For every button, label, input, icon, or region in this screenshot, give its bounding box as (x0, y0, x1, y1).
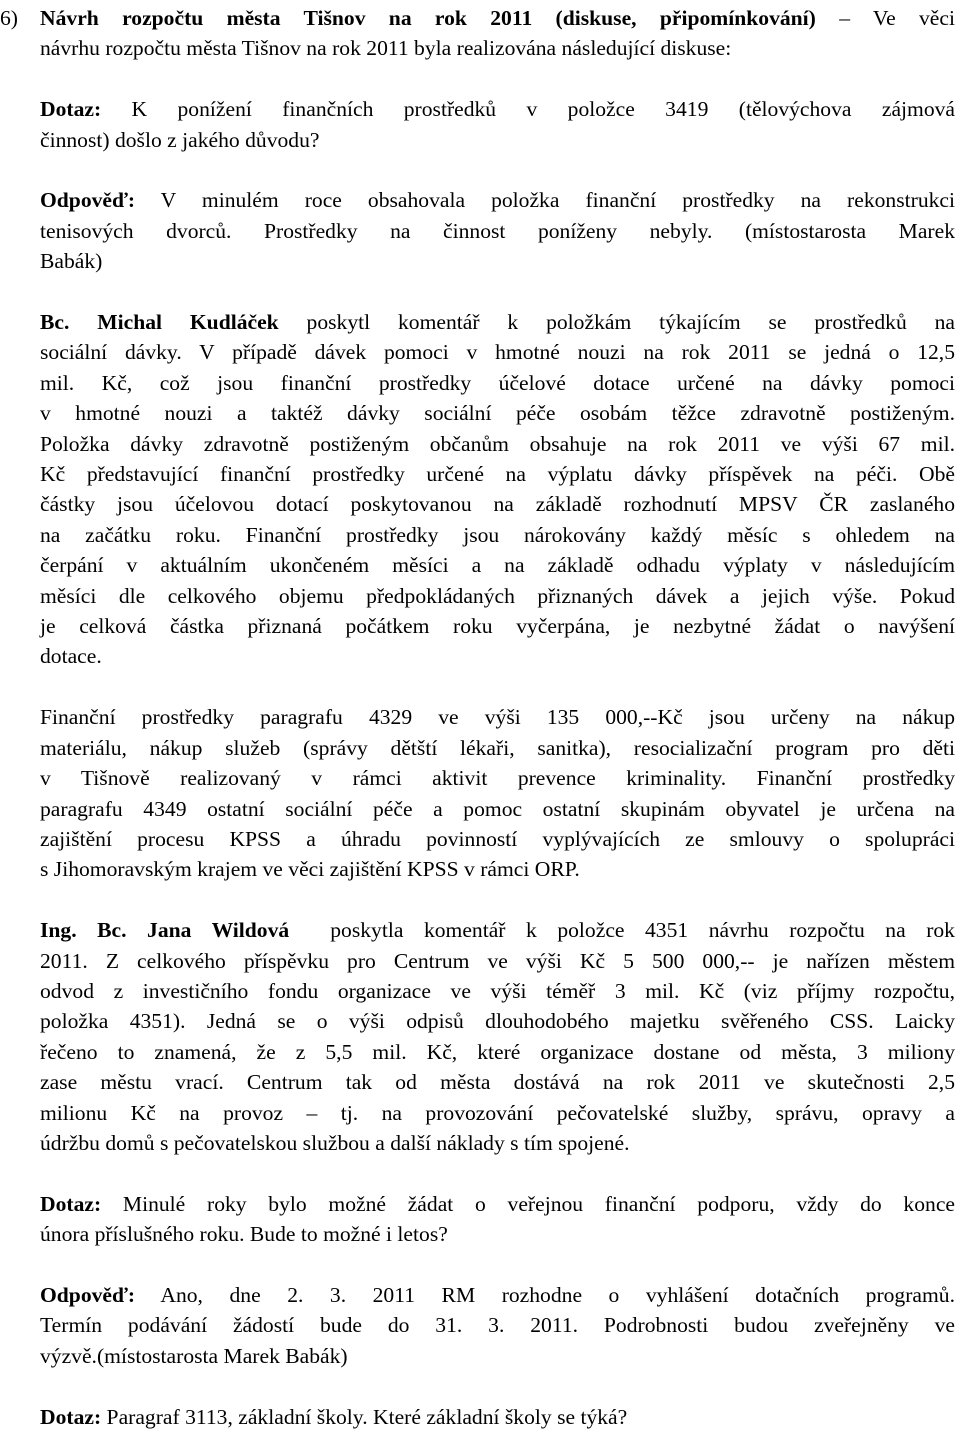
q2-line-1 (40, 1189, 955, 1219)
p3-line-7: na začátku roku. Finanční prostředky jsou nárokovány každý měsíc s ohledem na (40, 522, 955, 547)
q2-line-2: února příslušného roku. Bude to možné i letos? (40, 1222, 448, 1247)
p5-line-4: řečeno to znamená, že z 5,5 mil. Kč, které organizace dostane od města, 3 miliony (40, 1039, 955, 1064)
p5-text-0: poskytla komentář k položce 4351 návrhu rozpočtu na rok (289, 918, 955, 943)
q1-label: Dotaz: (40, 97, 102, 122)
p4-line-2: v Tišnově realizovaný v rámci aktivit prevence kriminality. Finanční prostředky (40, 766, 955, 791)
document-body (40, 3, 955, 1432)
q3-text: Paragraf 3113, základní školy. Které základní školy se týká? (101, 1404, 628, 1429)
heading-line-2: návrhu rozpočtu města Tišnov na rok 2011 byla realizována následující diskuse: (40, 36, 732, 61)
a1-line-1 (40, 185, 955, 215)
p4-line-3: paragrafu 4349 ostatní sociální péče a pomoc ostatní skupinám obyvatel je určena na (40, 796, 955, 821)
p3-line-3: v hmotné nouzi a taktéž dávky sociální péče osobám těžce zdravotně postiženým. (40, 401, 955, 426)
item-number: 6) (0, 6, 18, 30)
section-heading (40, 3, 955, 64)
p5-line-2: odvod z investičního fondu organizace ve výši téměř 3 mil. Kč (viz příjmy rozpočtu, (40, 978, 955, 1003)
p4-line-5: s Jihomoravským krajem ve věci zajištění KPSS v rámci ORP. (40, 857, 580, 882)
paragraph-wildova (40, 915, 955, 1158)
p3-line-10: je celková částka přiznaná počátkem roku vyčerpána, je nezbytné žádat o navýšení (40, 614, 955, 639)
answer-1 (40, 185, 955, 276)
question-3 (40, 1402, 955, 1432)
p3-line-1: sociální dávky. V případě dávek pomoci v hmotné nouzi na rok 2011 se jedná o 12,5 (40, 340, 955, 365)
p5-line-6: milionu Kč na provoz – tj. na provozování pečovatelské služby, správu, opravy a (40, 1100, 955, 1125)
p3-text-0: poskytl komentář k položkám týkajícím se prostředků na (278, 310, 955, 335)
p5-line-7: údržbu domů s pečovatelskou službou a další náklady s tím spojené. (40, 1130, 630, 1155)
p4-line-4: zajištění procesu KPSS a úhradu povinností vyplývajících ze smlouvy o spolupráci (40, 826, 955, 851)
p3-line-9: měsíci dle celkového objemu předpokládaných přiznaných dávek a jejich výše. Pokud (40, 583, 955, 608)
heading-rest: – Ve věci (815, 6, 955, 30)
q3-label: Dotaz: (40, 1404, 102, 1429)
paragraph-kudlacek (40, 307, 955, 672)
p3-line-0 (40, 307, 955, 337)
p4-line-1: materiálu, nákup služeb (správy dětští lékaři, sanitka), resocializační program pro děti (40, 735, 955, 760)
q2-text: Minulé roky bylo možné žádat o veřejnou finanční podporu, vždy do konce (101, 1191, 955, 1216)
paragraph-financni-prostredky (40, 702, 955, 884)
p3-line-8: čerpání v aktuálním ukončeném měsíci a na základě odhadu výplaty v následujícím (40, 553, 955, 578)
a1-label: Odpověď: (40, 188, 136, 213)
heading-line-1 (40, 3, 955, 33)
q2-label: Dotaz: (40, 1191, 102, 1216)
p5-line-0 (40, 915, 955, 945)
p5-line-1: 2011. Z celkového příspěvku pro Centrum ve výši Kč 5 500 000,-- je nařízen městem (40, 948, 955, 973)
a1-line-2: tenisových dvorců. Prostředky na činnost poníženy nebyly. (místostarosta Marek (40, 218, 955, 243)
p5-lead: Ing. Bc. Jana Wildová (40, 918, 290, 943)
p3-line-11: dotace. (40, 644, 102, 669)
p3-line-4: Položka dávky zdravotně postiženým občanům obsahuje na rok 2011 ve výši 67 mil. (40, 431, 955, 456)
a2-text: Ano, dne 2. 3. 2011 RM rozhodne o vyhlášení dotačních programů. (135, 1282, 955, 1307)
a2-line-3: výzvě.(místostarosta Marek Babák) (40, 1343, 348, 1368)
question-2 (40, 1189, 955, 1250)
a2-label: Odpověď: (40, 1282, 136, 1307)
a1-line-3: Babák) (40, 249, 103, 274)
p3-line-6: částky jsou účelovou dotací poskytovanou na základě rozhodnutí MPSV ČR zaslaného (40, 492, 955, 517)
a1-text: V minulém roce obsahovala položka finanční prostředky na rekonstrukci (135, 188, 955, 213)
heading-title: Návrh rozpočtu města Tišnov na rok 2011 (diskuse, připomínkování) (40, 6, 816, 30)
q1-line-2: činnost) došlo z jakého důvodu? (40, 127, 320, 152)
q3-line-1 (40, 1402, 955, 1432)
q1-line-1 (40, 94, 955, 124)
q1-text: K ponížení finančních prostředků v položce 3419 (tělovýchova zájmová (101, 97, 955, 122)
a2-line-2: Termín podávání žádostí bude do 31. 3. 2011. Podrobnosti budou zveřejněny ve (40, 1313, 955, 1338)
answer-2 (40, 1280, 955, 1371)
p3-lead: Bc. Michal Kudláček (40, 310, 279, 335)
p3-line-2: mil. Kč, což jsou finanční prostředky účelové dotace určené na dávky pomoci (40, 370, 955, 395)
p3-line-5: Kč představující finanční prostředky určené na výplatu dávky příspěvek na péči. Obě (40, 462, 955, 487)
a2-line-1 (40, 1280, 955, 1310)
p5-line-3: položka 4351). Jedná se o výši odpisů dlouhodobého majetku svěřeného CSS. Laicky (40, 1009, 955, 1034)
p5-line-5: zase městu vrací. Centrum tak od města dostává na rok 2011 ve skutečnosti 2,5 (40, 1070, 955, 1095)
question-1 (40, 94, 955, 155)
p4-line-0: Finanční prostředky paragrafu 4329 ve výši 135 000,--Kč jsou určeny na nákup (40, 705, 955, 730)
